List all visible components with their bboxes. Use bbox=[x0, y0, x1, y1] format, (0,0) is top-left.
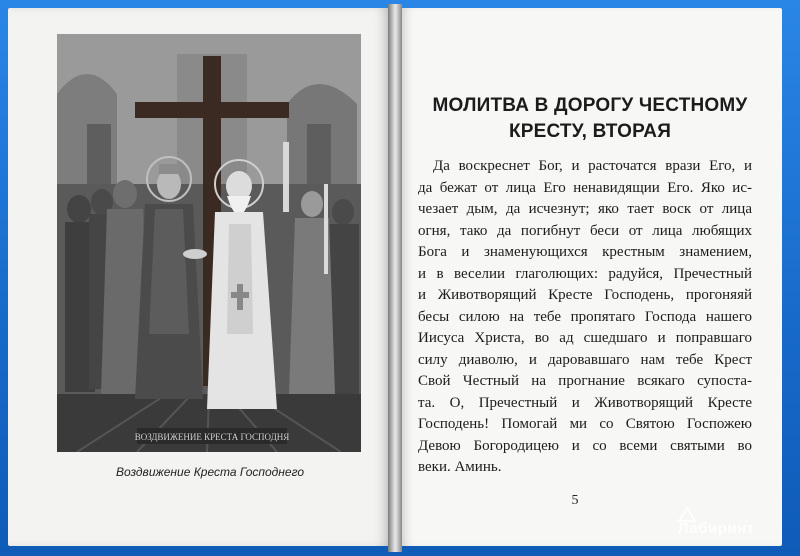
page-number: 5 bbox=[571, 493, 579, 508]
prayer-line: Да воскреснет Бог, и расточатся врази Его, и bbox=[433, 158, 752, 174]
prayer-line: Девою Богородицею и со всеми святыми во bbox=[418, 437, 752, 454]
prayer-title-line-2: КРЕСТУ, ВТОРАЯ bbox=[508, 121, 672, 142]
prayer-line: Бога и знаменующихся крестным знамением, bbox=[418, 244, 752, 260]
prayer-line: чезает дым, да исчезнут; яко тает воск от лица bbox=[418, 201, 752, 217]
prayer-line: Свой Честный на прогнание всякаго супоста- bbox=[418, 373, 752, 389]
prayer-line: да бежат от лица Его ненавидящии Его. Яко ис- bbox=[418, 179, 752, 196]
prayer-line: огня, тако да погибнут беси от лица любящих bbox=[418, 222, 752, 239]
prayer-title-line-1: МОЛИТВА В ДОРОГУ ЧЕСТНОМУ bbox=[432, 95, 748, 116]
icon-illustration bbox=[57, 34, 361, 452]
image-caption: Воздвижение Креста Господнего bbox=[115, 465, 305, 479]
watermark-text: Лабиринт bbox=[678, 520, 755, 537]
prayer-text bbox=[418, 156, 752, 479]
prayer-line: и в веселии глаголющих: радуйся, Пречестный bbox=[418, 265, 752, 282]
icon-inscription: ВОЗДВИЖЕНИЕ КРЕСТА ГОСПОДНЯ bbox=[134, 432, 290, 442]
prayer-line: Иисуса Христа, во ад сшедшаго и поправшаго bbox=[418, 330, 752, 346]
prayer-line: Господень! Помогай ми со Святою Госпожею bbox=[418, 416, 752, 432]
book-gutter bbox=[388, 4, 402, 552]
prayer-line: и Животворящий Кресте Господень, прогоняяй bbox=[418, 287, 752, 303]
prayer-title bbox=[410, 93, 770, 145]
prayer-line: та. О, Пречестный и Животворящий Кресте bbox=[418, 394, 752, 411]
prayer-line: бесы силою на тебе пропятаго Господа нашего bbox=[418, 308, 752, 325]
prayer-line: силу диаволю, и даровавшаго нам тебе Крест bbox=[418, 351, 752, 368]
prayer-line: веки. Аминь. bbox=[418, 459, 502, 475]
